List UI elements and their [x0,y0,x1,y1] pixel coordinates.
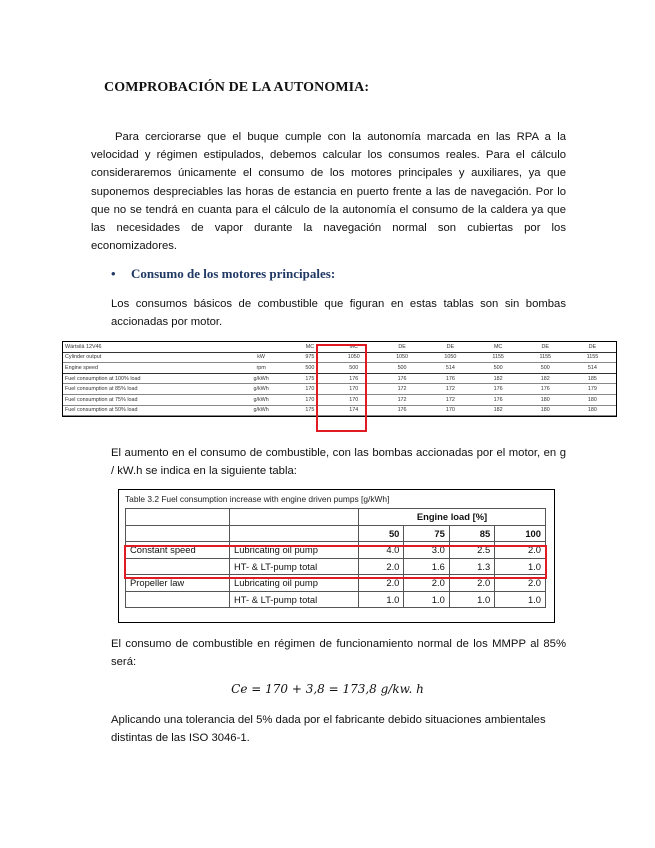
table-cell: 176 [378,373,426,384]
table-cell: DE [426,342,474,352]
item-label: Lubricating oil pump [230,575,359,592]
table-cell: 176 [522,384,569,395]
table-cell: DE [569,342,616,352]
table-cell: 1050 [330,352,378,363]
table-cell: 1.6 [404,558,449,575]
table-cell: 176 [378,405,426,416]
table-cell: g/kWh [232,384,290,395]
table-cell: 170 [290,394,329,405]
consumption-paragraph: El consumo de combustible en régimen de funcionamiento normal de los MMPP al 85% será: [111,638,566,669]
table-cell: 182 [522,373,569,384]
table-cell: 1050 [426,352,474,363]
table-cell: Fuel consumption at 50% load [63,405,232,416]
table-cell: 2.0 [495,575,546,592]
table-cell: 975 [290,352,329,363]
table-cell [230,509,359,526]
table-cell: 175 [290,405,329,416]
table-cell: 176 [426,373,474,384]
table-cell: 180 [522,394,569,405]
table-cell: 175 [290,373,329,384]
table-cell: 172 [378,394,426,405]
table-cell: 170 [330,384,378,395]
highlight-box [124,545,547,579]
group-label: Propeller law [126,575,230,592]
table-cell: 1.3 [449,558,494,575]
consumption-equation: Ce = 170 + 3,8 = 173,8 g/kw. h [231,682,424,696]
pump-increase-table [118,489,555,623]
table-cell: 179 [569,384,616,395]
table-cell: 180 [569,394,616,405]
table-cell [126,509,230,526]
table-cell: 172 [426,394,474,405]
table-cell [232,342,290,352]
table-cell [230,525,359,542]
table-cell: 180 [569,405,616,416]
table-cell: 500 [475,363,522,374]
table-cell: g/kWh [232,405,290,416]
table-cell: Engine speed [63,363,232,374]
table-cell: DE [522,342,569,352]
load-85: 85 [449,525,494,542]
table-cell: 500 [378,363,426,374]
table-cell: 2.0 [404,575,449,592]
engine-consumption-table [62,341,617,417]
table-cell: 176 [475,394,522,405]
table-row [126,509,546,526]
table-cell: 2.0 [449,575,494,592]
table-cell: 174 [330,405,378,416]
table-cell: 500 [522,363,569,374]
item-label: HT- & LT-pump total [230,558,359,575]
tolerance-paragraph: Aplicando una tolerancia del 5% dada por el fabricante debido situaciones ambientales distintas de las ISO 3046-1. [111,714,546,745]
bullet-dot: • [111,266,116,281]
table-cell: 172 [426,384,474,395]
table-cell: 2.0 [359,575,404,592]
table-cell: Cylinder output [63,352,232,363]
table-row [126,591,546,608]
table-cell: kW [232,352,290,363]
table-cell: 170 [426,405,474,416]
table-cell: rpm [232,363,290,374]
table-cell: MC [290,342,329,352]
load-50: 50 [359,525,404,542]
table-cell: 172 [378,384,426,395]
table-cell: 1.0 [449,591,494,608]
table-cell: MC [330,342,378,352]
table-cell: 2.0 [495,542,546,559]
table-cell: Fuel consumption at 100% load [63,373,232,384]
table-cell: Fuel consumption at 85% load [63,384,232,395]
intro-paragraph: Para cerciorarse que el buque cumple con la autonomía marcada en las RPA a la velocidad y régimen estipulados, debemos calcular los consumos reales. Para el cálculo consideraremos únicamente el consumo de los motores principales y auxiliares, ya que suponemos despreciables las horas de estancia en puerto frente a las de navegación. Por lo que no se tendrá en cuanta para el cálculo de la autonomía el consumo de la caldera ya que las necesidades de vapor durante la navegación normal son cubiertas por los economizadores. [91,131,566,253]
table-cell: 2.0 [359,558,404,575]
table-cell: 514 [426,363,474,374]
table-cell: MC [475,342,522,352]
table-cell: 514 [569,363,616,374]
highlight-box [316,344,367,432]
table-cell: 170 [330,394,378,405]
table-cell: 1.0 [495,591,546,608]
table-caption: Table 3.2 Fuel consumption increase with engine driven pumps [g/kWh] [125,494,390,504]
table-cell: 1155 [569,352,616,363]
table-cell: 176 [330,373,378,384]
table-cell: 1.0 [495,558,546,575]
table-intro-paragraph: Los consumos básicos de combustible que figuran en estas tablas son sin bombas accionadas por motor. [111,298,566,329]
section-title: COMPROBACIÓN DE LA AUTONOMIA: [104,80,370,95]
table-cell: 1.0 [404,591,449,608]
table-cell [126,525,230,542]
table-cell: 1.0 [359,591,404,608]
table-cell: 182 [475,373,522,384]
table-cell: 182 [475,405,522,416]
group-label: Constant speed [126,542,230,559]
table-cell: 1050 [378,352,426,363]
table-cell: 1155 [475,352,522,363]
table-cell: 500 [290,363,329,374]
table-cell: 170 [290,384,329,395]
group-label [126,591,230,608]
table-cell: 176 [475,384,522,395]
table-cell: g/kWh [232,394,290,405]
table-cell: 1155 [522,352,569,363]
table-cell: 180 [522,405,569,416]
table-cell: 2.5 [449,542,494,559]
pump-increase-paragraph: El aumento en el consumo de combustible, con las bombas accionadas por el motor, en g / kW.h se indica en la siguiente tabla: [111,447,566,478]
load-header: Engine load [%] [359,509,546,526]
item-label: HT- & LT-pump total [230,591,359,608]
table-cell: 3.0 [404,542,449,559]
table-cell: 185 [569,373,616,384]
table-cell: 500 [330,363,378,374]
table-cell: Fuel consumption at 75% load [63,394,232,405]
item-label: Lubricating oil pump [230,542,359,559]
table-cell: DE [378,342,426,352]
load-100: 100 [495,525,546,542]
table-row [126,525,546,542]
table-cell: g/kWh [232,373,290,384]
table-cell: Wärtsilä 12V46 [63,342,232,352]
bullet-heading [111,266,335,282]
table-cell: 4.0 [359,542,404,559]
load-75: 75 [404,525,449,542]
bullet-heading-text: Consumo de los motores principales: [131,266,336,281]
